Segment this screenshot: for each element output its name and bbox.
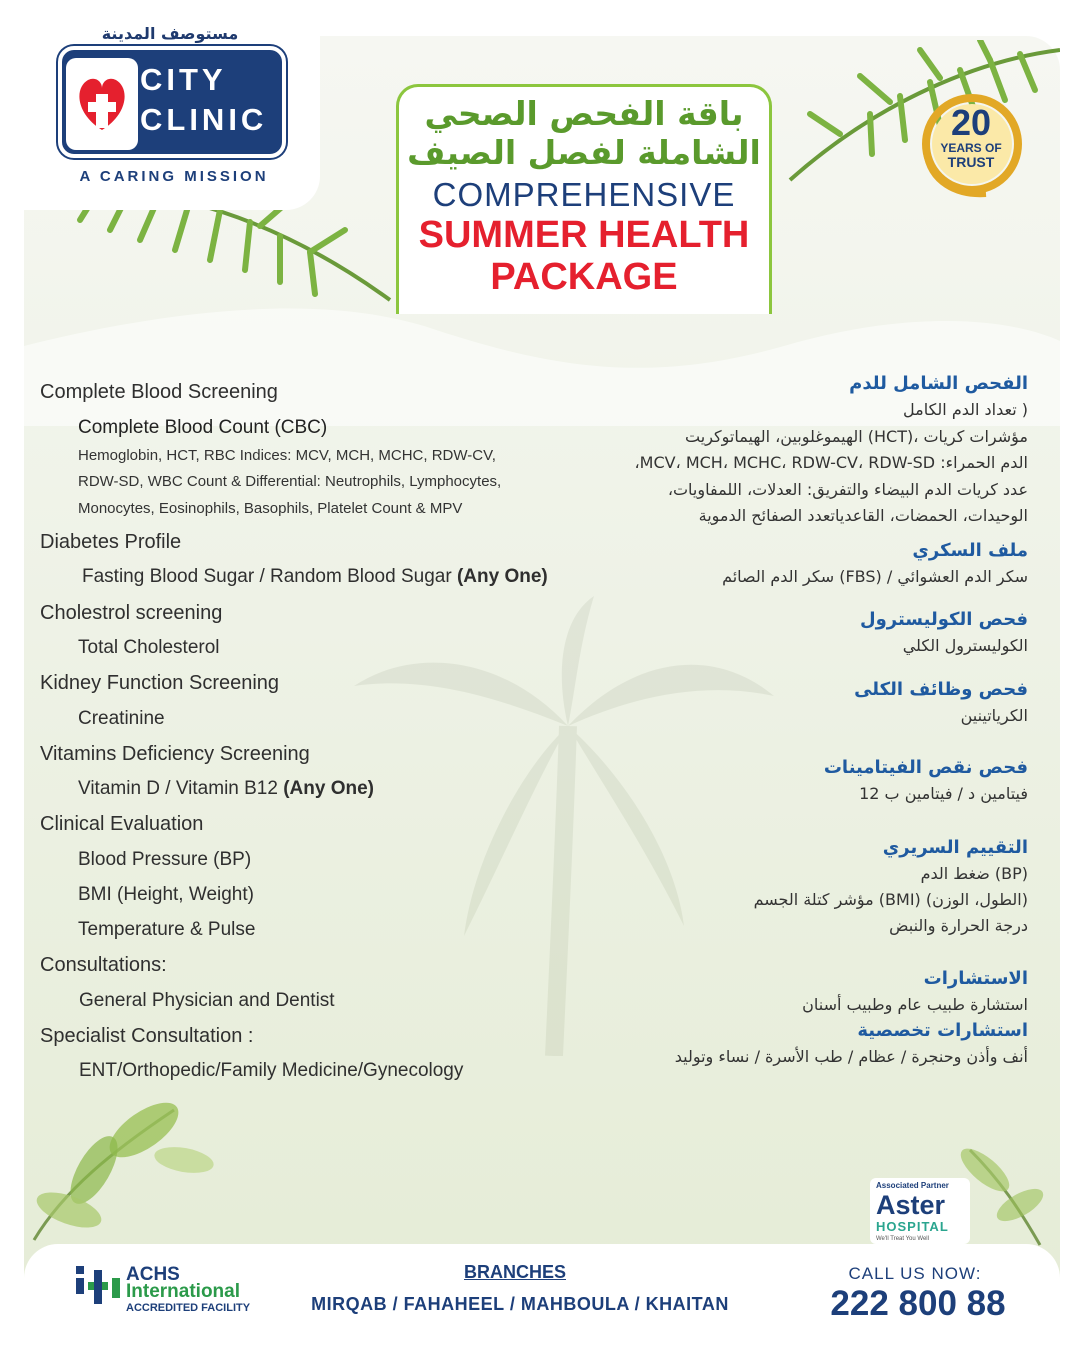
en-kidney-heading: Kidney Function Screening bbox=[40, 672, 280, 694]
trust-label: TRUST bbox=[947, 154, 995, 170]
ar-diabetes-heading: ملف السكري bbox=[912, 540, 1028, 561]
ar-kidney-heading: فحص وظائف الكلى bbox=[854, 679, 1028, 700]
phone-number[interactable]: 222 800 88 bbox=[830, 1284, 1006, 1323]
branches-list: MIRQAB / FAHAHEEL / MAHBOULA / KHAITAN bbox=[311, 1294, 729, 1314]
aster-name: Aster bbox=[876, 1190, 946, 1220]
en-clinical-heading: Clinical Evaluation bbox=[40, 813, 204, 835]
achs-international: International bbox=[126, 1281, 241, 1302]
arabic-title bbox=[396, 94, 772, 172]
en-vitamins-any-one: (Any One) bbox=[283, 778, 375, 799]
ar-consult-heading: الاستشارات bbox=[923, 968, 1028, 989]
ar-blood-heading: الفحص الشامل للدم bbox=[849, 373, 1028, 394]
ar-blood-line1: ( تعداد الدم الكامل bbox=[903, 400, 1028, 419]
achs-name: ACHS bbox=[126, 1264, 180, 1285]
en-cbc-line1: Hemoglobin, HCT, RBC Indices: MCV, MCH, MCHC, RDW-CV, bbox=[78, 447, 496, 464]
en-consult-heading: Consultations: bbox=[40, 954, 167, 976]
aster-slogan: We'll Treat You Well bbox=[876, 1236, 929, 1242]
english-title-line3: PACKAGE bbox=[490, 256, 678, 298]
en-cbc-title: Complete Blood Count (CBC) bbox=[78, 417, 328, 438]
ar-vitamins-heading: فحص نقص الفيتامينات bbox=[823, 757, 1028, 778]
en-kidney-item: Creatinine bbox=[78, 708, 165, 729]
achs-accreditation bbox=[126, 1266, 250, 1317]
leaves-bottom-left-icon bbox=[24, 1090, 234, 1250]
en-clinical-item3: Temperature & Pulse bbox=[78, 919, 256, 940]
ar-specialist-heading: استشارات تخصصية bbox=[857, 1020, 1028, 1041]
ar-blood-line2: مؤشرات كريات ،(HCT) الهيموغلوبين، الهيماتوكريت bbox=[685, 427, 1028, 446]
ar-clinical-heading: التقييم السريري bbox=[882, 837, 1028, 858]
clinic-heart-logo-icon bbox=[66, 58, 138, 150]
en-diabetes-any-one: (Any One) bbox=[456, 566, 548, 587]
en-vitamins-row bbox=[78, 778, 374, 800]
en-cholesterol-item: Total Cholesterol bbox=[78, 637, 220, 658]
achs-accredited: ACCREDITED FACILITY bbox=[126, 1302, 251, 1314]
ar-blood-line3: الدم الحمراء: MCV، MCH، MCHC، RDW-CV، RDW-SD، bbox=[634, 453, 1028, 472]
en-specialist-heading: Specialist Consultation : bbox=[40, 1025, 254, 1047]
ar-specialist-item: أنف وأذن وحنجرة / عظام / طب الأسرة / نساء وتوليد bbox=[674, 1047, 1028, 1066]
achs-logo-icon bbox=[72, 1262, 124, 1312]
english-title-line1: COMPREHENSIVE bbox=[432, 176, 736, 213]
ar-blood-line5: الوحيدات، الحمضات، القاعدياتعدد الصفائح الدموية bbox=[698, 506, 1028, 525]
en-clinical-item2: BMI (Height, Weight) bbox=[78, 884, 254, 905]
en-diabetes-row bbox=[82, 566, 548, 588]
en-cholesterol-heading: Cholestrol screening bbox=[40, 602, 223, 624]
palm-tree-watermark-icon bbox=[354, 596, 774, 1056]
en-cbc-line3: Monocytes, Eosinophils, Basophils, Platelet Count & MPV bbox=[78, 500, 463, 517]
en-cbc-line2: RDW-SD, WBC Count & Differential: Neutrophils, Lymphocytes, bbox=[78, 473, 502, 490]
ar-vitamins-item: فيتامين د / فيتامين ب 12 bbox=[859, 784, 1028, 803]
branches-heading: BRANCHES bbox=[463, 1262, 566, 1282]
ar-blood-line4: عدد كريات الدم البيضاء والتفريق: العدلات، اللمفاويات، bbox=[667, 480, 1028, 499]
en-clinical-item1: Blood Pressure (BP) bbox=[78, 849, 252, 870]
logo-wordmark bbox=[140, 60, 267, 140]
ar-clinical-item3: درجة الحرارة والنبض bbox=[889, 916, 1028, 935]
ar-kidney-item: الكرياتينين bbox=[960, 706, 1028, 725]
call-us-label: CALL US NOW: bbox=[848, 1264, 982, 1283]
logo-tagline: A CARING MISSION bbox=[79, 168, 269, 185]
en-blood-heading: Complete Blood Screening bbox=[40, 381, 278, 403]
en-specialist-item: ENT/Orthopedic/Family Medicine/Gynecology bbox=[79, 1060, 464, 1081]
en-vitamins-item: Vitamin D / Vitamin B12 bbox=[78, 778, 278, 799]
trust-years-of: YEARS OF bbox=[940, 141, 1002, 155]
aster-partner-label: Associated Partner bbox=[876, 1181, 949, 1190]
en-consult-item: General Physician and Dentist bbox=[79, 990, 335, 1011]
arabic-title-line1: باقة الفحص الصحي bbox=[424, 94, 744, 133]
en-vitamins-heading: Vitamins Deficiency Screening bbox=[40, 743, 310, 765]
ar-clinical-item1: (BP) ضغط الدم bbox=[920, 864, 1028, 883]
logo-word-clinic: CLINIC bbox=[140, 102, 268, 137]
en-diabetes-heading: Diabetes Profile bbox=[40, 531, 182, 553]
ar-clinical-item2: (الطول، الوزن) (BMI) مؤشر كتلة الجسم bbox=[753, 890, 1028, 909]
logo-arabic-name: مستوصف المدينة bbox=[101, 24, 239, 43]
arabic-title-line2: الشاملة لفصل الصيف bbox=[407, 133, 761, 172]
ar-cholesterol-heading: فحص الكوليسترول bbox=[859, 609, 1028, 630]
aster-hospital-label: HOSPITAL bbox=[876, 1219, 949, 1234]
en-diabetes-item: Fasting Blood Sugar / Random Blood Sugar bbox=[82, 566, 452, 587]
ar-consult-item: استشارة طبيب عام وطبيب أسنان bbox=[802, 995, 1028, 1014]
english-title-line2: SUMMER HEALTH bbox=[418, 214, 750, 256]
logo-word-city: CITY bbox=[140, 62, 227, 97]
english-title-red bbox=[396, 214, 772, 298]
ar-diabetes-item: سكر الدم العشوائي / (FBS) سكر الدم الصائم bbox=[722, 567, 1028, 586]
trust-years-number: 20 bbox=[950, 102, 992, 143]
ar-cholesterol-item: الكوليسترول الكلي bbox=[902, 636, 1028, 655]
